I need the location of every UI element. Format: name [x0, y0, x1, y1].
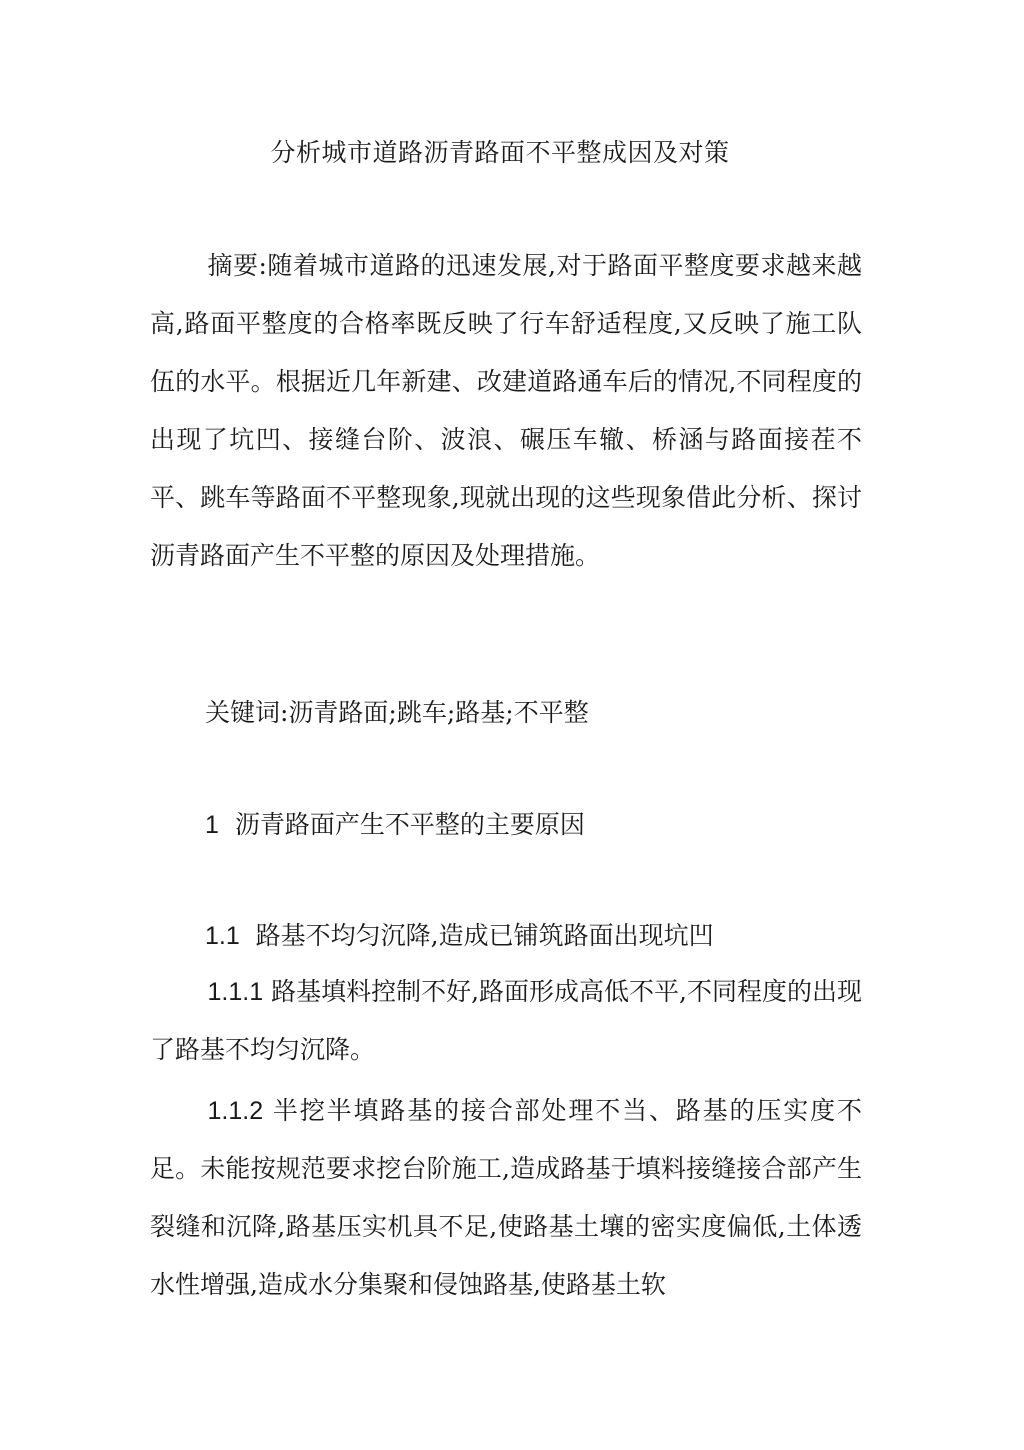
item-number: 1.1.2 [207, 1097, 264, 1125]
section-title: 沥青路面产生不平整的主要原因 [234, 810, 585, 839]
section-1-1-heading [150, 915, 917, 957]
section-1-heading [150, 804, 917, 846]
document-title: 分析城市道路沥青路面不平整成因及对策 [270, 138, 730, 167]
keywords-line: 关键词:沥青路面;跳车;路基;不平整 [205, 698, 589, 727]
section-title: 路基不均匀沉降,造成已铺筑路面出现坑凹 [255, 921, 714, 950]
item-number: 1.1.1 [207, 978, 264, 1006]
item-1-1-2-paragraph [150, 1082, 862, 1314]
item-1-1-1-paragraph [150, 963, 862, 1079]
section-number: 1.1 [205, 922, 240, 950]
section-number: 1 [205, 811, 219, 839]
item-text: 半挖半填路基的接合部处理不当、路基的压实度不足。未能按规范要求挖台阶施工,造成路基于填料接缝接合部产生裂缝和沉降,路基压实机具不足,使路基土壤的密实度偏低,土体透水性增强,造成水分集聚和侵蚀路基,使路基土软 [150, 1096, 862, 1299]
abstract-paragraph: 摘要:随着城市道路的迅速发展,对于路面平整度要求越来越高,路面平整度的合格率既反映了行车舒适程度,又反映了施工队伍的水平。根据近几年新建、改建道路通车后的情况,不同程度的出现了坑凹、接缝台阶、波浪、碾压车辙、桥涵与路面接茬不平、跳车等路面不平整现象,现就出现的这些现象借此分析、探讨沥青路面产生不平整的原因及处理措施。 [150, 251, 862, 570]
item-text: 路基填料控制不好,路面形成高低不平,不同程度的出现了路基不均匀沉降。 [150, 977, 862, 1064]
